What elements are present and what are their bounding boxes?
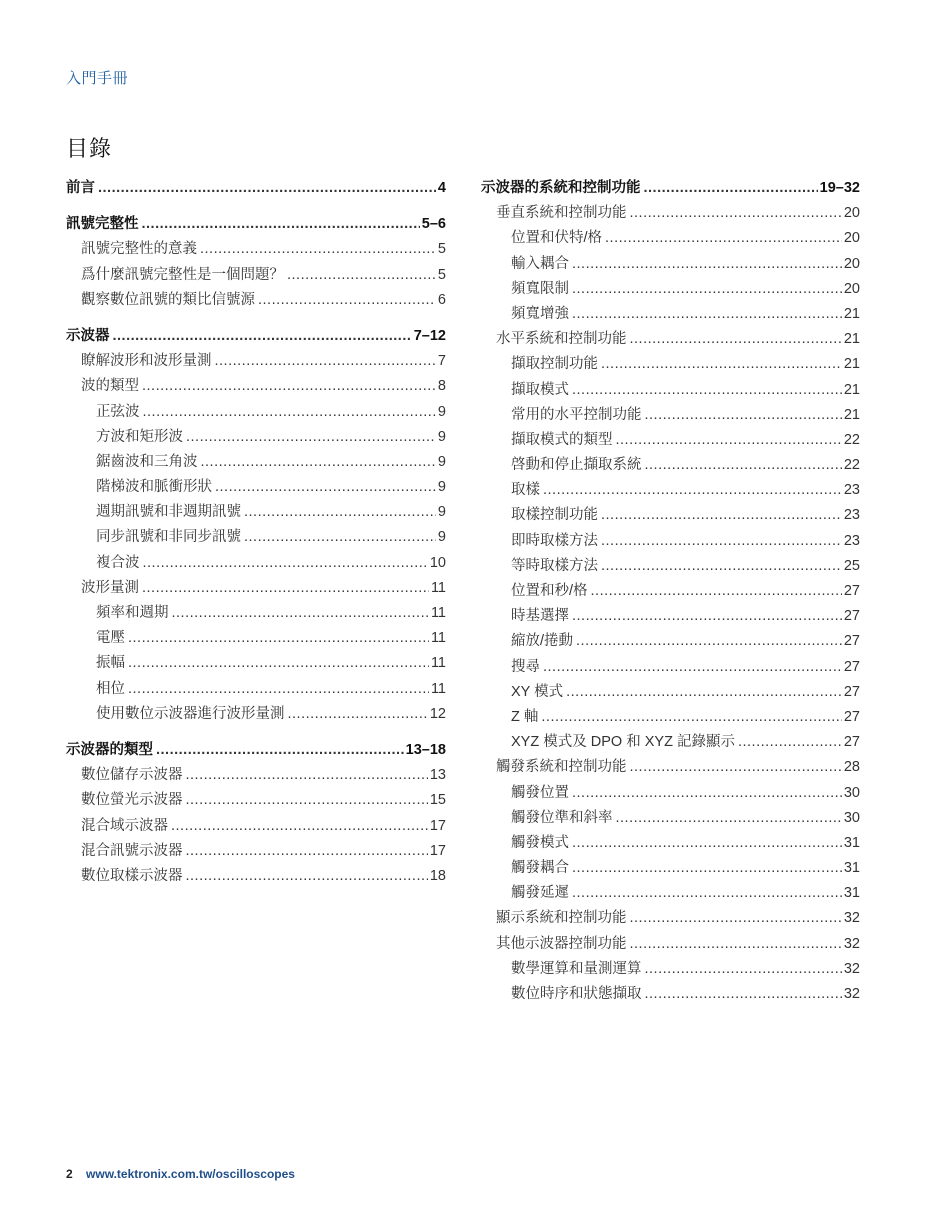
- toc-entry-title: 位置和伏特/格: [511, 230, 603, 247]
- toc-entry-title: 觀察數位訊號的類比信號源: [81, 291, 255, 308]
- dot-leader: [215, 479, 436, 495]
- toc-page-number: 25: [843, 557, 860, 574]
- toc-entry-title: 頻率和週期: [96, 605, 169, 621]
- toc-entry-title: 觸發位置: [511, 784, 569, 801]
- toc-entry-title: 啓動和停止擷取系統: [511, 457, 642, 474]
- dot-leader: [113, 328, 412, 344]
- toc-entry-title: 觸發位準和斜率: [511, 809, 613, 826]
- toc-page-number: 11: [430, 605, 446, 621]
- dot-leader: [142, 216, 420, 232]
- toc-entry-title: XYZ 模式及 DPO 和 XYZ 記錄顯示: [511, 734, 735, 751]
- dot-leader: [143, 404, 436, 420]
- toc-entry[interactable]: [481, 453, 860, 478]
- dot-leader: [576, 633, 842, 649]
- toc-entry-title: 即時取樣方法: [511, 532, 598, 549]
- toc-entry[interactable]: [66, 237, 446, 262]
- page-footer: [66, 1167, 295, 1181]
- dot-leader: [186, 843, 428, 859]
- toc-entry[interactable]: [481, 604, 860, 629]
- toc-entry-title: 示波器的系統和控制功能: [481, 180, 641, 196]
- toc-entry-title: 使用數位示波器進行波形量測: [96, 705, 285, 722]
- page-number: 2: [66, 1167, 73, 1181]
- toc-entry[interactable]: [481, 831, 860, 856]
- dot-leader: [572, 256, 842, 272]
- dot-leader: [616, 432, 842, 448]
- toc-entry[interactable]: [481, 781, 860, 806]
- toc-entry-title: 觸發延遲: [511, 885, 569, 902]
- toc-entry-title: 示波器的類型: [66, 741, 153, 758]
- toc-entry-title: 前言: [66, 180, 95, 196]
- toc-page-number: 13: [429, 767, 446, 784]
- toc-entry-title: 週期訊號和非週期訊號: [96, 504, 241, 521]
- toc-page-number: 7–12: [413, 327, 446, 344]
- toc-section-entry[interactable]: [66, 212, 446, 237]
- dot-leader: [186, 767, 428, 783]
- toc-entry-title: 等時取樣方法: [511, 557, 598, 574]
- dot-leader: [543, 659, 842, 675]
- dot-leader: [605, 230, 842, 246]
- toc-page-number: 5: [437, 241, 446, 258]
- toc-section-entry[interactable]: [481, 176, 860, 201]
- dot-leader: [616, 810, 842, 826]
- toc-entry[interactable]: [66, 349, 446, 374]
- toc-entry-title: 爲什麼訊號完整性是一個問題？: [81, 266, 284, 283]
- dot-leader: [601, 533, 842, 549]
- dot-leader: [601, 356, 842, 372]
- toc-entry-title: 頻寬限制: [511, 280, 569, 297]
- toc-page-number: 9: [437, 453, 446, 470]
- guide-label: 入門手冊: [66, 70, 129, 87]
- dot-leader: [98, 180, 436, 196]
- toc-section-entry[interactable]: [66, 324, 446, 349]
- toc-entry-title: 輸入耦合: [511, 255, 569, 272]
- dot-leader: [172, 605, 429, 621]
- toc-entry[interactable]: [481, 906, 860, 931]
- toc-entry[interactable]: [66, 288, 446, 313]
- dot-leader: [572, 835, 842, 851]
- toc-entry[interactable]: [481, 201, 860, 226]
- toc-page-number: 18: [429, 867, 446, 884]
- dot-leader: [244, 529, 436, 545]
- toc-entry-title: 波形量測: [81, 579, 139, 596]
- toc-page-number: 4: [437, 180, 446, 196]
- toc-page-number: 27: [843, 583, 860, 599]
- toc-entry-title: 觸發模式: [511, 834, 569, 851]
- dot-leader: [200, 241, 436, 257]
- toc-page-number: 20: [843, 255, 860, 272]
- toc-entry[interactable]: [66, 763, 446, 788]
- toc-page-number: 6: [437, 291, 446, 308]
- dot-leader: [572, 885, 842, 901]
- dot-leader: [591, 583, 842, 599]
- toc-entry[interactable]: [66, 839, 446, 864]
- dot-leader: [143, 555, 428, 571]
- toc-entry-title: 方波和矩形波: [96, 428, 183, 445]
- toc-page-number: 27: [843, 708, 860, 725]
- toc-entry[interactable]: [481, 655, 860, 680]
- dot-leader: [644, 180, 818, 196]
- dot-leader: [738, 734, 842, 750]
- toc-entry[interactable]: [481, 252, 860, 277]
- dot-leader: [288, 706, 428, 722]
- toc-page-number: 23: [843, 507, 860, 524]
- toc-entry[interactable]: [481, 806, 860, 831]
- toc-entry[interactable]: [66, 525, 446, 550]
- toc-entry[interactable]: [481, 277, 860, 302]
- toc-entry[interactable]: [481, 856, 860, 881]
- toc-page-number: 8: [437, 378, 446, 395]
- toc-entry-title: 電壓: [96, 630, 125, 647]
- toc-entry-title: 數學運算和量測運算: [511, 960, 642, 977]
- toc-entry[interactable]: [66, 475, 446, 500]
- toc-entry[interactable]: [481, 579, 860, 604]
- toc-entry-title: 數位儲存示波器: [81, 767, 183, 784]
- toc-entry[interactable]: [66, 576, 446, 601]
- toc-entry[interactable]: [66, 425, 446, 450]
- dot-leader: [186, 868, 428, 884]
- toc-entry[interactable]: [66, 814, 446, 839]
- toc-entry-title: 常用的水平控制功能: [511, 406, 642, 423]
- dot-leader: [645, 407, 842, 423]
- dot-leader: [572, 608, 842, 624]
- toc-entry-title: 擷取模式: [511, 381, 569, 398]
- toc-entry-title: 正弦波: [96, 403, 140, 420]
- toc-entry[interactable]: [66, 450, 446, 475]
- toc-entry-title: 擷取控制功能: [511, 356, 598, 373]
- toc-entry[interactable]: [481, 881, 860, 906]
- toc-page-number: 21: [843, 356, 860, 373]
- toc-page-number: 9: [437, 403, 446, 420]
- toc-entry-title: 瞭解波形和波形量測: [81, 353, 212, 370]
- toc-entry[interactable]: [481, 730, 860, 755]
- toc-entry[interactable]: [481, 478, 860, 503]
- toc-entry[interactable]: [66, 788, 446, 813]
- toc-entry-title: 示波器: [66, 327, 110, 344]
- toc-page-number: 30: [843, 809, 860, 826]
- toc-page-number: 32: [843, 986, 860, 1002]
- toc-page-number: 9: [437, 428, 446, 445]
- dot-leader: [287, 267, 436, 283]
- toc-page-number: 11: [430, 680, 446, 697]
- toc-page-number: 9: [437, 529, 446, 546]
- dot-leader: [186, 792, 428, 808]
- dot-leader: [215, 353, 436, 369]
- toc-page-number: 20: [843, 230, 860, 247]
- toc-page-number: 12: [429, 705, 446, 722]
- dot-leader: [171, 818, 428, 834]
- toc-entry-title: 振幅: [96, 655, 125, 672]
- toc-section-entry[interactable]: [66, 738, 446, 763]
- toc-entry[interactable]: [66, 864, 446, 889]
- toc-entry[interactable]: [481, 503, 860, 528]
- toc-entry[interactable]: [66, 551, 446, 576]
- toc-page-number: 30: [843, 784, 860, 801]
- toc-entry-title: 訊號完整性: [66, 216, 139, 233]
- toc-right-column: [481, 176, 860, 1007]
- toc-entry-title: 垂直系統和控制功能: [496, 205, 627, 222]
- toc-entry[interactable]: [481, 554, 860, 579]
- dot-leader: [186, 429, 436, 445]
- toc-entry-title: 取樣控制功能: [511, 507, 598, 524]
- toc-entry-title: 時基選擇: [511, 608, 569, 625]
- toc-page-number: 23: [843, 482, 860, 499]
- toc-entry-title: 同步訊號和非同步訊號: [96, 529, 241, 546]
- dot-leader: [541, 709, 841, 725]
- toc-entry-title: 複合波: [96, 554, 140, 571]
- toc-entry[interactable]: [66, 601, 446, 626]
- toc-page-number: 31: [843, 860, 860, 877]
- toc-entry[interactable]: [481, 529, 860, 554]
- dot-leader: [543, 482, 842, 498]
- toc-page-number: 17: [429, 817, 446, 834]
- toc-entry[interactable]: [66, 677, 446, 702]
- dot-leader: [601, 558, 842, 574]
- toc-section-entry[interactable]: [66, 176, 446, 201]
- dot-leader: [645, 961, 842, 977]
- dot-leader: [201, 454, 436, 470]
- toc-entry[interactable]: [481, 957, 860, 982]
- dot-leader: [601, 507, 842, 523]
- toc-page-number: 11: [430, 579, 446, 596]
- toc-entry-title: 相位: [96, 680, 125, 697]
- dot-leader: [258, 292, 436, 308]
- toc-page-number: 9: [437, 504, 446, 521]
- toc-entry[interactable]: [481, 755, 860, 780]
- dot-leader: [645, 986, 842, 1002]
- toc-entry-title: 位置和秒/格: [511, 583, 588, 599]
- toc-entry-title: 搜尋: [511, 658, 540, 675]
- toc-page-number: 31: [843, 885, 860, 902]
- dot-leader: [572, 382, 842, 398]
- dot-leader: [572, 281, 842, 297]
- toc-entry[interactable]: [481, 982, 860, 1007]
- dot-leader: [128, 630, 429, 646]
- toc-page-number: 27: [843, 633, 860, 650]
- dot-leader: [572, 306, 842, 322]
- dot-leader: [566, 684, 842, 700]
- toc-entry[interactable]: [481, 378, 860, 403]
- toc-page-number: 19–32: [819, 180, 860, 196]
- toc-entry-title: 訊號完整性的意義: [81, 241, 197, 258]
- toc-entry-title: 其他示波器控制功能: [496, 935, 627, 952]
- dot-leader: [572, 860, 842, 876]
- toc-entry[interactable]: [66, 374, 446, 399]
- toc-page-number: 23: [843, 532, 860, 549]
- toc-entry-title: 頻寬增強: [511, 305, 569, 322]
- toc-page-number: 27: [843, 683, 860, 700]
- toc-page-number: 9: [437, 479, 446, 496]
- toc-page-number: 5: [437, 266, 446, 283]
- toc-page-number: 27: [843, 658, 860, 675]
- toc-entry-title: 混合訊號示波器: [81, 842, 183, 859]
- toc-entry[interactable]: [481, 403, 860, 428]
- toc-entry[interactable]: [481, 932, 860, 957]
- toc-page-number: 22: [843, 431, 860, 448]
- toc-entry[interactable]: [481, 327, 860, 352]
- toc-page-number: 31: [843, 834, 860, 851]
- toc-entry[interactable]: [481, 302, 860, 327]
- toc-page-number: 21: [843, 331, 860, 348]
- dot-leader: [630, 759, 842, 775]
- toc-entry-title: 觸發系統和控制功能: [496, 759, 627, 776]
- toc-entry[interactable]: [66, 500, 446, 525]
- toc-entry[interactable]: [481, 352, 860, 377]
- dot-leader: [142, 378, 436, 394]
- toc-entry-title: Z 軸: [511, 708, 539, 725]
- toc-page-number: 21: [843, 381, 860, 398]
- toc-entry-title: 水平系統和控制功能: [496, 331, 627, 348]
- toc-page-number: 10: [429, 554, 446, 571]
- dot-leader: [128, 681, 429, 697]
- toc-entry-title: 顯示系統和控制功能: [496, 910, 627, 927]
- toc-page-number: 21: [843, 305, 860, 322]
- toc-entry-title: 縮放/捲動: [511, 633, 574, 650]
- toc-page-number: 21: [843, 406, 860, 423]
- toc-entry-title: 鋸齒波和三角波: [96, 453, 198, 470]
- toc-page-number: 32: [843, 935, 860, 952]
- toc-entry-title: 數位時序和狀態擷取: [511, 986, 642, 1002]
- dot-leader: [630, 910, 842, 926]
- toc-entry-title: 擷取模式的類型: [511, 431, 613, 448]
- dot-leader: [630, 205, 842, 221]
- toc-page-number: 22: [843, 457, 860, 474]
- toc-entry-title: 數位取樣示波器: [81, 867, 183, 884]
- footer-url-link[interactable]: www.tektronix.com.tw/oscilloscopes: [86, 1167, 295, 1181]
- toc-title: 目錄: [66, 136, 113, 161]
- toc-entry-title: 階梯波和脈衝形狀: [96, 479, 212, 496]
- toc-page-number: 20: [843, 205, 860, 222]
- dot-leader: [142, 580, 429, 596]
- toc-entry[interactable]: [66, 651, 446, 676]
- toc-page-number: 27: [843, 608, 860, 625]
- toc-page-number: 27: [843, 734, 860, 751]
- toc-entry[interactable]: [481, 680, 860, 705]
- toc-page-number: 20: [843, 280, 860, 297]
- toc-page-number: 13–18: [405, 741, 446, 758]
- toc-page-number: 5–6: [421, 216, 446, 233]
- dot-leader: [645, 457, 842, 473]
- toc-page-number: 32: [843, 960, 860, 977]
- toc-entry[interactable]: [66, 400, 446, 425]
- toc-entry[interactable]: [66, 263, 446, 288]
- dot-leader: [572, 785, 842, 801]
- toc-entry[interactable]: [481, 629, 860, 654]
- dot-leader: [244, 504, 436, 520]
- toc-entry-title: XY 模式: [511, 683, 564, 700]
- dot-leader: [630, 936, 842, 952]
- toc-page-number: 32: [843, 910, 860, 927]
- toc-page-number: 11: [430, 630, 446, 647]
- toc-page-number: 28: [843, 759, 860, 776]
- toc-entry-title: 混合域示波器: [81, 817, 168, 834]
- toc-entry-title: 數位螢光示波器: [81, 792, 183, 809]
- toc-entry[interactable]: [66, 702, 446, 727]
- toc-page-number: 17: [429, 842, 446, 859]
- toc-entry[interactable]: [481, 226, 860, 251]
- toc-entry[interactable]: [481, 705, 860, 730]
- toc-entry-title: 取樣: [511, 482, 540, 499]
- toc-entry-title: 波的類型: [81, 378, 139, 395]
- toc-entry[interactable]: [481, 428, 860, 453]
- toc-page-number: 15: [429, 792, 446, 809]
- toc-page-number: 7: [437, 353, 446, 370]
- toc-entry[interactable]: [66, 626, 446, 651]
- dot-leader: [128, 655, 429, 671]
- toc-left-column: [66, 176, 446, 889]
- dot-leader: [156, 742, 404, 758]
- toc-entry-title: 觸發耦合: [511, 860, 569, 877]
- toc-page-number: 11: [430, 655, 446, 672]
- dot-leader: [630, 331, 842, 347]
